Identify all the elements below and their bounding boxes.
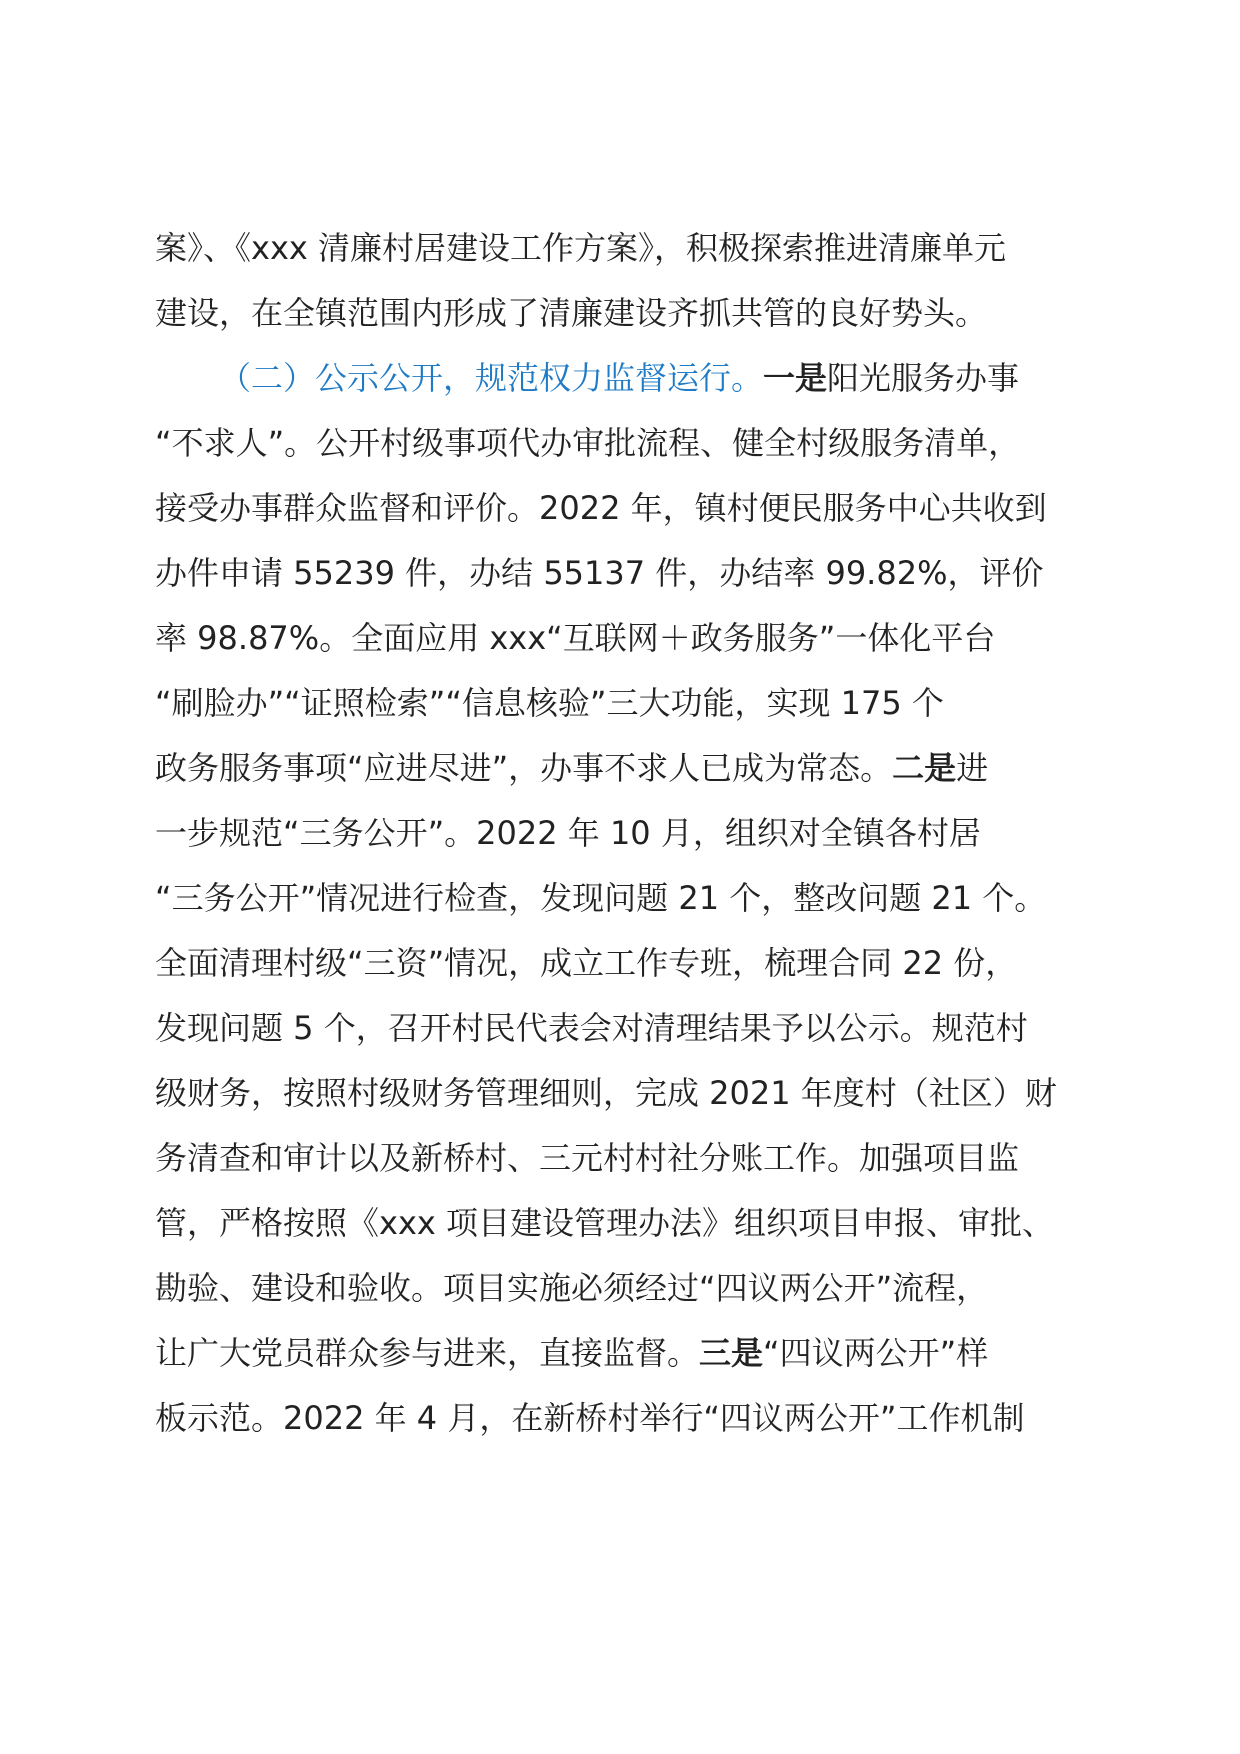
section-heading: （二）公示公开，规范权力监督运行。 (219, 359, 764, 397)
text-run: 务清查和审计以及新桥村、三元村村社分账工作。加强项目监 (155, 1139, 1020, 1177)
point-marker: 一是 (763, 359, 828, 397)
text-line (155, 281, 1100, 346)
text-line (155, 541, 1100, 606)
text-line (155, 866, 1100, 931)
text-run: 办件申请 55239 件，办结 55137 件，办结率 99.82%，评价 (155, 554, 1044, 592)
text-run: 进 (956, 749, 989, 787)
text-line (155, 671, 1100, 736)
text-run: 让广大党员群众参与进来，直接监督。 (155, 1334, 700, 1372)
text-run: 接受办事群众监督和评价。2022 年，镇村便民服务中心共收到 (155, 489, 1047, 527)
point-marker: 三是 (699, 1334, 764, 1372)
text-line (155, 346, 1100, 411)
text-line (155, 1061, 1100, 1126)
text-line (155, 1386, 1100, 1451)
text-run: 板示范。2022 年 4 月，在新桥村举行“四议两公开”工作机制 (155, 1399, 1025, 1437)
text-line (155, 801, 1100, 866)
text-run: 政务服务事项“应进尽进”，办事不求人已成为常态。 (155, 749, 893, 787)
text-line (155, 1126, 1100, 1191)
text-run: 案》、《xxx 清廉村居建设工作方案》，积极探索推进清廉单元 (155, 229, 1006, 267)
point-marker: 二是 (892, 749, 957, 787)
text-run: “四议两公开”样 (763, 1334, 989, 1372)
text-line (155, 931, 1100, 996)
text-line (155, 1256, 1100, 1321)
text-line (155, 736, 1100, 801)
text-run: 管，严格按照《xxx 项目建设管理办法》组织项目申报、审批、 (155, 1204, 1054, 1242)
text-line (155, 476, 1100, 541)
text-run: 发现问题 5 个，召开村民代表会对清理结果予以公示。规范村 (155, 1009, 1028, 1047)
text-line (155, 216, 1100, 281)
text-line (155, 1191, 1100, 1256)
text-run: 建设，在全镇范围内形成了清廉建设齐抓共管的良好势头。 (155, 294, 988, 332)
text-run: 阳光服务办事 (827, 359, 1020, 397)
text-line (155, 1321, 1100, 1386)
text-run: 全面清理村级“三资”情况，成立工作专班，梳理合同 22 份， (155, 944, 1018, 982)
text-run: 勘验、建设和验收。项目实施必须经过“四议两公开”流程， (155, 1269, 989, 1307)
text-run: “刷脸办”“证照检索”“信息核验”三大功能，实现 175 个 (155, 684, 944, 722)
text-run: 率 98.87%。全面应用 xxx“互联网＋政务服务”一体化平台 (155, 619, 996, 657)
text-line (155, 606, 1100, 671)
text-line (155, 411, 1100, 476)
body-text (155, 216, 1100, 1451)
text-run: “三务公开”情况进行检查，发现问题 21 个，整改问题 21 个。 (155, 879, 1047, 917)
text-run: 一步规范“三务公开”。2022 年 10 月，组织对全镇各村居 (155, 814, 981, 852)
text-run: 级财务，按照村级财务管理细则，完成 2021 年度村（社区）财 (155, 1074, 1057, 1112)
text-run: “不求人”。公开村级事项代办审批流程、健全村级服务清单， (155, 424, 1021, 462)
text-line (155, 996, 1100, 1061)
